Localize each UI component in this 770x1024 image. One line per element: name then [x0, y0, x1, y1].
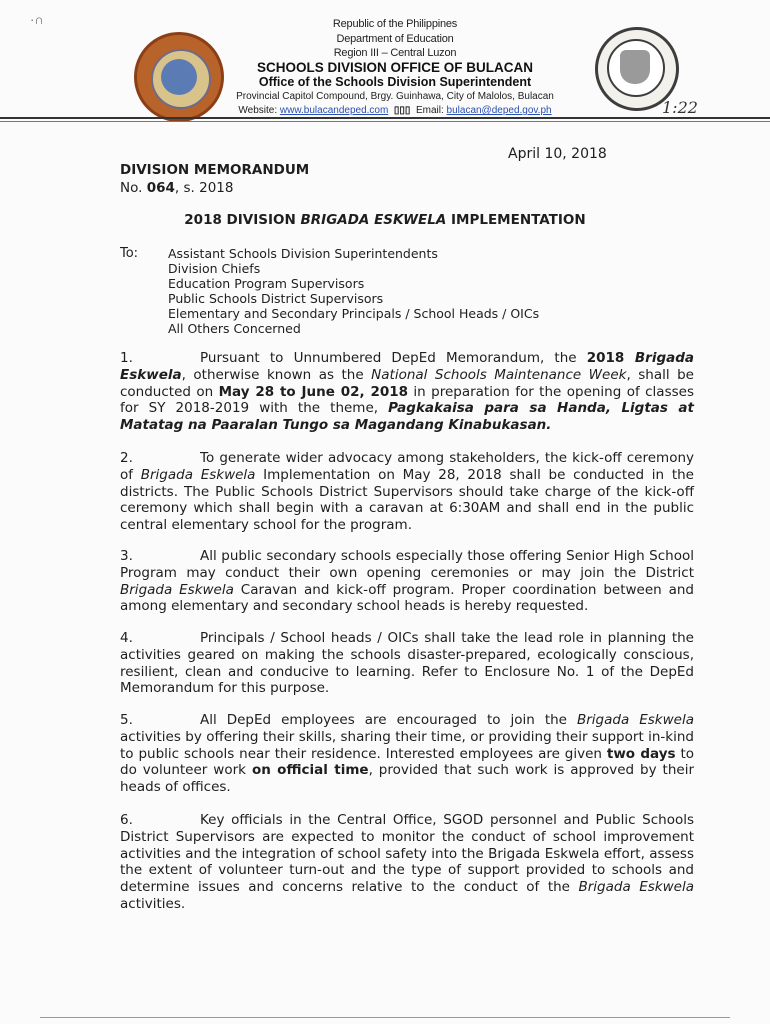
memo-number: No. 064, s. 2018 — [120, 180, 234, 196]
recipient-item: Division Chiefs — [168, 261, 261, 277]
memo-date: April 10, 2018 — [508, 146, 607, 162]
memo-subject: 2018 DIVISION BRIGADA ESKWELA IMPLEMENTATION — [184, 212, 586, 228]
paragraph-4: 4. Principals / School heads / OICs shall take the lead role in planning the activities geared on making the schools disaster-prepared, ecologically conscious, resilient, clean and conducive to learning. Refer to Enclosure No. 1 of the DepEd Memorandum for this purpose. — [120, 630, 694, 697]
website-link[interactable]: www.bulacandeped.com — [279, 105, 389, 116]
paragraph-3: 3. All public secondary schools especially those offering Senior High School Program may conduct their own opening ceremonies or may join the District Brigada Eskwela Caravan and kick-off program. Proper coordination between and among elementary and secondary school heads is hereby requested. — [120, 548, 694, 615]
header-divider — [0, 117, 770, 119]
header-department: Department of Education — [336, 32, 454, 45]
paragraph-1: 1. Pursuant to Unnumbered DepEd Memorandum, the 2018 Brigada Eskwela, otherwise known as the National Schools Maintenance Week, shall be conducted on May 28 to June 02, 2018 in preparation for the opening of classes for SY 2018-2019 with the theme, Pagkakaisa para sa Handa, Ligtas at Matatag na Paaralan Tungo sa Magandang Kinabukasan. — [120, 350, 694, 434]
handwritten-note: 1:22 — [662, 98, 698, 117]
division-seal-logo — [134, 32, 224, 122]
to-label: To: — [120, 246, 139, 261]
email-link[interactable]: bulacan@deped.gov.ph — [446, 105, 552, 116]
email-label: Email: — [415, 105, 444, 116]
header-separator: ▯▯▯ — [393, 105, 411, 116]
letterhead — [230, 17, 560, 119]
recipient-item: Elementary and Secondary Principals / School Heads / OICs — [168, 306, 540, 322]
page-bottom-rule — [40, 1017, 730, 1018]
memo-title: DIVISION MEMORANDUM — [120, 162, 310, 178]
header-suboffice: Office of the Schools Division Superintendent — [258, 75, 532, 89]
website-label: Website: — [238, 105, 278, 116]
recipient-item: Education Program Supervisors — [168, 276, 365, 292]
header-divider-thin — [0, 121, 770, 122]
recipient-item: Public Schools District Supervisors — [168, 291, 384, 307]
header-republic: Republic of the Philippines — [332, 18, 458, 30]
paragraph-6: 6. Key officials in the Central Office, SGOD personnel and Public Schools District Supervisors are expected to monitor the conduct of school improvement activities and the integration of school safety into the Brigada Eskwela effort, assess the extent of volunteer turn-out and the type of support provided to schools and determine issues and concerns relative to the conduct of the Brigada Eskwela activities. — [120, 812, 694, 912]
header-office: SCHOOLS DIVISION OFFICE OF BULACAN — [256, 59, 533, 75]
header-address: Provincial Capitol Compound, Brgy. Guinhawa, City of Malolos, Bulacan — [236, 90, 554, 102]
paragraph-2: 2. To generate wider advocacy among stakeholders, the kick-off ceremony of Brigada Eskwela Implementation on May 28, 2018 shall be conducted in the districts. The Public Schools District Supervisors should take charge of the kick-off ceremony which shall begin with a caravan at 6:30AM and shall end in the public central elementary school for the program. — [120, 450, 694, 534]
paragraph-5: 5. All DepEd employees are encouraged to join the Brigada Eskwela activities by offering their skills, sharing their time, or providing their support in-kind to public schools near their residence. Interested employees are given two days to do volunteer work on official time, provided that such work is approved by their heads of offices. — [120, 712, 695, 796]
recipient-item: Assistant Schools Division Superintendents — [168, 246, 438, 261]
header-region: Region III – Central Luzon — [333, 47, 457, 59]
recipient-list — [168, 246, 539, 337]
corner-mark: ·∩ — [30, 12, 44, 27]
recipient-item: All Others Concerned — [168, 321, 301, 337]
